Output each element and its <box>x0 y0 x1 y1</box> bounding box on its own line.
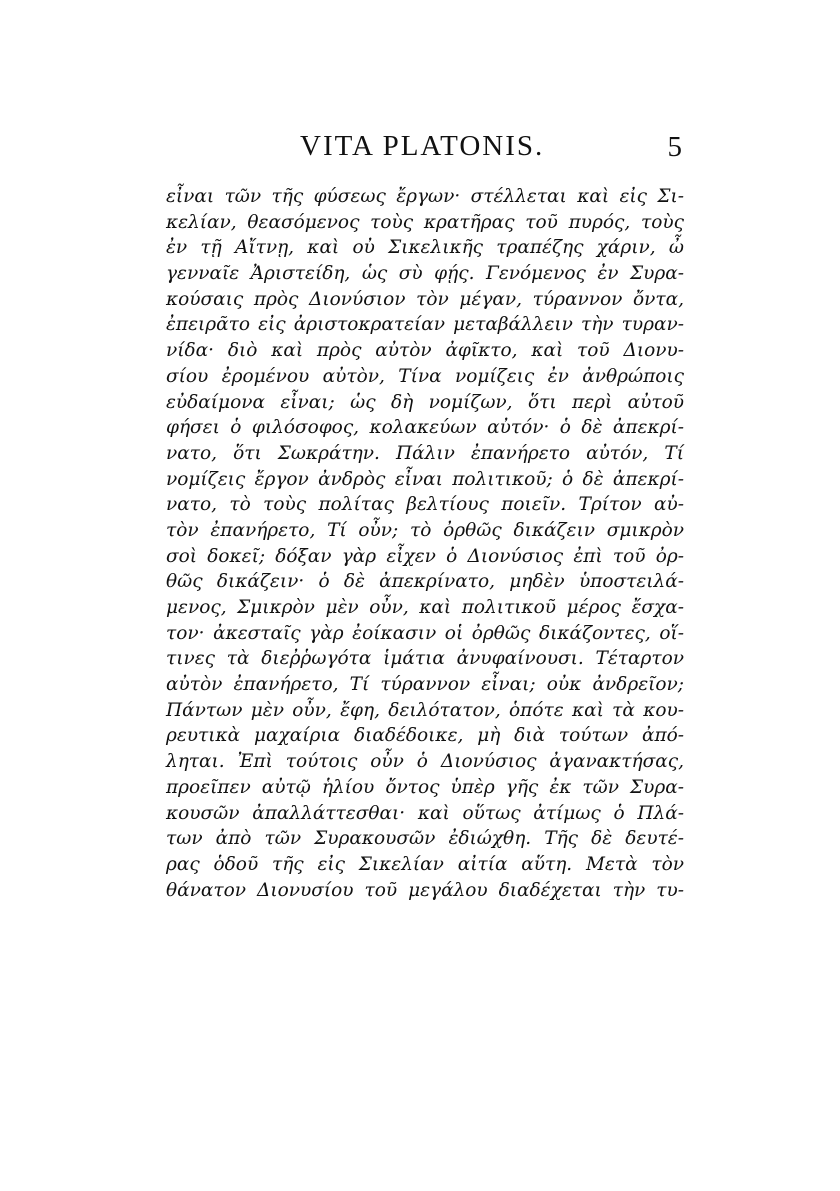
text-line: ἐπειρᾶτο εἰς ἀριστοκρατείαν μεταβάλλειν τὴν τυραν- <box>166 314 684 336</box>
text-line: ρευτικὰ μαχαίρια διαδέδοικε, μὴ διὰ τούτων ἀπό- <box>166 725 684 747</box>
text-line: Πάντων μὲν οὖν, ἔφη, δειλότατον, ὁπότε καὶ τὰ κου- <box>166 699 684 721</box>
text-line: των ἀπὸ τῶν Συρακουσῶν ἐδιώχθη. Τῆς δὲ δευτέ- <box>166 828 684 850</box>
text-line: κουσῶν ἀπαλλάττεσθαι· καὶ οὕτως ἀτίμως ὁ Πλά- <box>166 802 684 824</box>
running-head <box>170 126 690 166</box>
body-text <box>166 184 684 903</box>
text-line: τινες τὰ διεῤῥωγότα ἱμάτια ἀνυφαίνουσι. Τέταρτον <box>166 648 684 670</box>
running-title: VITA PLATONIS. <box>300 130 545 162</box>
text-line: σίου ἐρομένου αὐτὸν, Τίνα νομίζεις ἐν ἀνθρώποις <box>166 365 684 387</box>
text-line: θάνατον Διονυσίου τοῦ μεγάλου διαδέχεται τὴν τυ- <box>166 879 684 901</box>
text-line: φήσει ὁ φιλόσοφος, κολακεύων αὐτόν· ὁ δὲ ἀπεκρί- <box>166 417 684 439</box>
text-line: νατο, τὸ τοὺς πολίτας βελτίους ποιεῖν. Τρίτον αὐ- <box>166 494 684 516</box>
text-line: νομίζεις ἔργον ἀνδρὸς εἶναι πολιτικοῦ; ὁ δὲ ἀπεκρί- <box>166 468 684 490</box>
text-line: ληται. Ἐπὶ τούτοις οὖν ὁ Διονύσιος ἀγανακτήσας, <box>166 751 684 773</box>
text-line: νατο, ὅτι Σωκράτην. Πάλιν ἐπανήρετο αὐτόν, Τί <box>166 442 684 464</box>
text-line: τὸν ἐπανήρετο, Τί οὖν; τὸ ὀρθῶς δικάζειν σμικρὸν <box>166 519 684 541</box>
text-line: γενναῖε Ἀριστείδη, ὡς σὺ φῄς. Γενόμενος ἐν Συρα- <box>166 263 684 285</box>
page-number: 5 <box>667 131 682 163</box>
text-line: εἶναι τῶν τῆς φύσεως ἔργων· στέλλεται καὶ εἰς Σι- <box>166 186 684 207</box>
text-line: σοὶ δοκεῖ; δόξαν γὰρ εἶχεν ὁ Διονύσιος ἐπὶ τοῦ ὀρ- <box>166 545 684 567</box>
text-line: θῶς δικάζειν· ὁ δὲ ἀπεκρίνατο, μηδὲν ὑποστειλά- <box>166 571 684 593</box>
text-line: νίδα· διὸ καὶ πρὸς αὐτὸν ἀφῖκτο, καὶ τοῦ Διονυ- <box>166 340 684 362</box>
text-line: κούσαις πρὸς Διονύσιον τὸν μέγαν, τύραννον ὄντα, <box>166 288 684 310</box>
text-line: τον· ἀκεσταῖς γὰρ ἐοίκασιν οἱ ὀρθῶς δικάζοντες, οἵ- <box>166 622 684 644</box>
text-line: προεῖπεν αὐτῷ ἡλίου ὄντος ὑπὲρ γῆς ἐκ τῶν Συρα- <box>166 776 684 798</box>
text-line: μενος, Σμικρὸν μὲν οὖν, καὶ πολιτικοῦ μέρος ἔσχα- <box>166 597 684 618</box>
text-line: εὐδαίμονα εἶναι; ὡς δὴ νομίζων, ὅτι περὶ αὐτοῦ <box>166 391 684 413</box>
text-line: ρας ὁδοῦ τῆς εἰς Σικελίαν αἰτία αὕτη. Μετὰ τὸν <box>166 853 684 875</box>
text-line: αὐτὸν ἐπανήρετο, Τί τύραννον εἶναι; οὐκ ἀνδρεῖον; <box>166 674 684 696</box>
text-line: κελίαν, θεασόμενος τοὺς κρατῆρας τοῦ πυρός, τοὺς <box>166 211 684 233</box>
text-line: ἐν τῇ Αἴτνῃ, καὶ οὐ Σικελικῆς τραπέζης χάριν, ὦ <box>166 237 684 259</box>
